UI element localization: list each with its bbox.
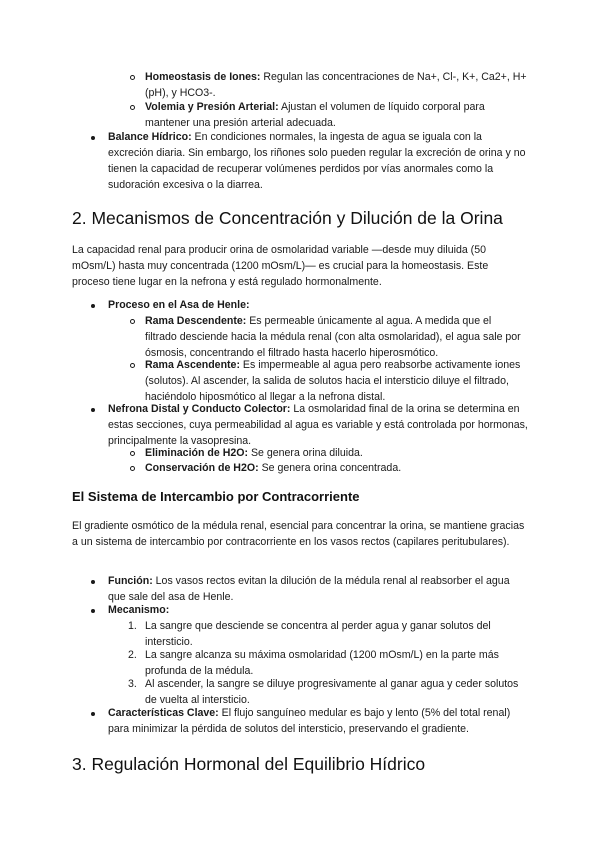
list-item-ascendente (145, 357, 525, 405)
item-label: Proceso en el Asa de Henle: (108, 299, 250, 311)
bullet-marker (91, 304, 95, 308)
list-item-caracteristicas (108, 705, 528, 737)
item-text: Los vasos rectos evitan la dilución de la médula renal al reabsorber el agua que sale del asa de Henle. (108, 575, 510, 603)
step-number: 3. (128, 678, 137, 690)
item-label: Nefrona Distal y Conducto Colector: (108, 403, 291, 415)
sub-bullet-marker (130, 75, 135, 80)
item-text: Ajustan el volumen de líquido corporal para mantener una presión arterial adecuada. (145, 101, 485, 129)
item-label: Homeostasis de Iones: (145, 71, 261, 83)
section-heading: 3. Regulación Hormonal del Equilibrio Hídrico (72, 754, 426, 774)
item-label: Rama Ascendente: (145, 359, 240, 371)
bullet-marker (91, 609, 95, 613)
item-text: Es permeable únicamente al agua. A medida que el filtrado desciende hacia la médula renal (con alta osmolaridad), el agua sale por ósmosis, concentrando el filtrado hasta hacerlo hiperosmótico. (145, 315, 521, 359)
list-item-balance (108, 129, 528, 193)
item-text: Se genera orina concentrada. (258, 462, 402, 474)
section-heading: 2. Mecanismos de Concentración y Dilución de la Orina (72, 208, 503, 228)
paragraph-intro: La capacidad renal para producir orina de osmolaridad variable —desde muy diluida (50 mOsm/L) hasta muy concentrada (1200 mOsm/L)— es crucial para la homeostasis. Este proceso tiene lugar en la nefrona y está regulado hormonalmente. (72, 244, 489, 288)
bullet-marker (91, 408, 95, 412)
sub-bullet-marker (130, 363, 135, 368)
bullet-marker (91, 580, 95, 584)
step-item: La sangre que desciende se concentra al perder agua y ganar solutos del intersticio. (145, 620, 491, 648)
list-item-eliminacion (145, 445, 525, 461)
sub-bullet-marker (130, 105, 135, 110)
step-number: 2. (128, 649, 137, 661)
item-label: Rama Descendente: (145, 315, 247, 327)
item-label: Conservación de H2O: (145, 462, 259, 474)
item-label: Función: (108, 575, 153, 587)
item-text: Es impermeable al agua pero reabsorbe activamente iones (solutos). Al ascender, la salida de solutos hacia el intersticio diluye el filtrado, haciéndolo hiposmótico al llegar a la nefrona distal. (145, 359, 521, 403)
list-item-funcion (108, 573, 528, 605)
subsection-heading: El Sistema de Intercambio por Contracorriente (72, 489, 360, 504)
item-label: Balance Hídrico: (108, 131, 192, 143)
bullet-marker (91, 136, 95, 140)
list-item-henle (108, 297, 528, 313)
step-item: La sangre alcanza su máxima osmolaridad (1200 mOsm/L) en la parte más profunda de la médula. (145, 649, 499, 677)
list-item-mecanismo (108, 602, 528, 618)
item-text: Regulan las concentraciones de Na+, Cl-, K+, Ca2+, H+ (pH), y HCO3-. (145, 71, 527, 99)
list-item-homeostasis (145, 69, 540, 101)
item-text: El flujo sanguíneo medular es bajo y lento (5% del total renal) para minimizar la pérdida de solutos del intersticio, preservando el gradiente. (108, 707, 511, 735)
sub-bullet-marker (130, 451, 135, 456)
item-text: La osmolaridad final de la orina se determina en estas secciones, cuya permeabilidad al agua es variable y está controlada por hormonas, principalmente la vasopresina. (108, 403, 528, 447)
item-label: Volemia y Presión Arterial: (145, 101, 279, 113)
item-text: En condiciones normales, la ingesta de agua se iguala con la excreción diaria. Sin embargo, los riñones solo pueden regular la excreción de orina y no tienen la capacidad de recuperar volúmenes perdidos por vías anormales como la sudoración excesiva o la diarrea. (108, 131, 526, 191)
list-item-distal (108, 401, 528, 449)
paragraph-contracorriente: El gradiente osmótico de la médula renal, esencial para concentrar la orina, se mantiene gracias a un sistema de intercambio por contracorriente en los vasos rectos (capilares peritubulares). (72, 520, 525, 548)
sub-bullet-marker (130, 319, 135, 324)
item-label: Eliminación de H2O: (145, 447, 249, 459)
item-label: Mecanismo: (108, 604, 170, 616)
item-text: Se genera orina diluida. (248, 447, 363, 459)
bullet-marker (91, 712, 95, 716)
item-label: Características Clave: (108, 707, 219, 719)
step-item: Al ascender, la sangre se diluye progresivamente al ganar agua y ceder solutos de vuelta al intersticio. (145, 678, 519, 706)
step-number: 1. (128, 620, 137, 632)
list-item-descendente (145, 313, 525, 361)
list-item-volemia (145, 99, 525, 131)
list-item-conservacion (145, 460, 525, 476)
sub-bullet-marker (130, 466, 135, 471)
